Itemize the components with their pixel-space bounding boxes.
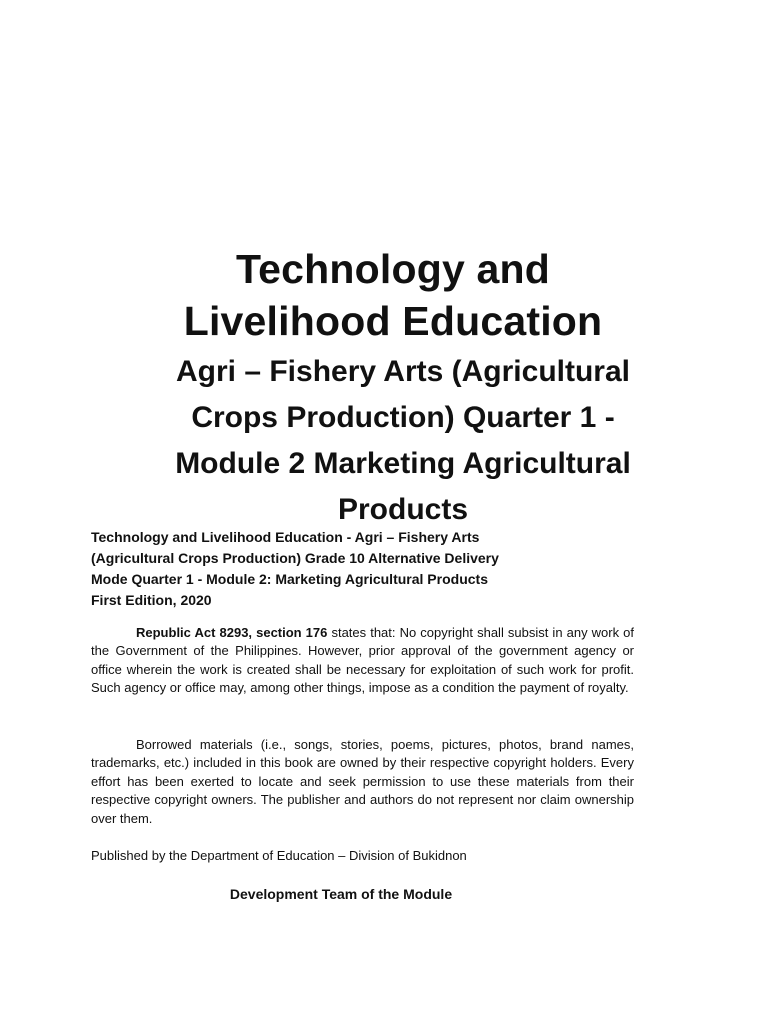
edition-line-2: (Agricultural Crops Production) Grade 10 Alternative Delivery (91, 550, 499, 566)
main-title (0, 243, 768, 347)
title-block (0, 243, 768, 533)
law-text: states that: No copyright shall subsist in any work of the Government of the Philippines. However, prior approval of the government agency or office wherein the work is created shall be necessary for exploitation of such work for profit. Such agency or office may, among other things, impose as a condition the payment of royalty. (91, 625, 635, 696)
law-reference: Republic Act 8293, section 176 (136, 625, 328, 640)
borrowed-text: Borrowed materials (i.e., songs, stories, poems, pictures, photos, brand names, trademarks, etc.) included in this book are owned by their respective copyright holders. Every effort has been exerted to locate and seek permission to use these materials from their respective copyright owners. The publisher and authors do not represent nor claim ownership over them. (91, 737, 634, 826)
edition-line-3: Mode Quarter 1 - Module 2: Marketing Agricultural Products (91, 571, 488, 587)
edition-line-4: First Edition, 2020 (91, 592, 212, 608)
borrowed-materials-paragraph (91, 736, 634, 828)
copyright-paragraph (91, 624, 634, 698)
edition-line-1: Technology and Livelihood Education - Agri – Fishery Arts (91, 529, 480, 545)
edition-info (91, 527, 551, 611)
publisher-line: Published by the Department of Education – Division of Bukidnon (91, 848, 467, 863)
subtitle: Agri – Fishery Arts (Agricultural Crops Production) Quarter 1 - Module 2 Marketing Agricultural Products (175, 355, 631, 526)
main-title-line-1: Technology and (235, 246, 551, 292)
development-team-heading: Development Team of the Module (229, 886, 453, 902)
main-title-line-2: Livelihood Education (183, 298, 603, 344)
